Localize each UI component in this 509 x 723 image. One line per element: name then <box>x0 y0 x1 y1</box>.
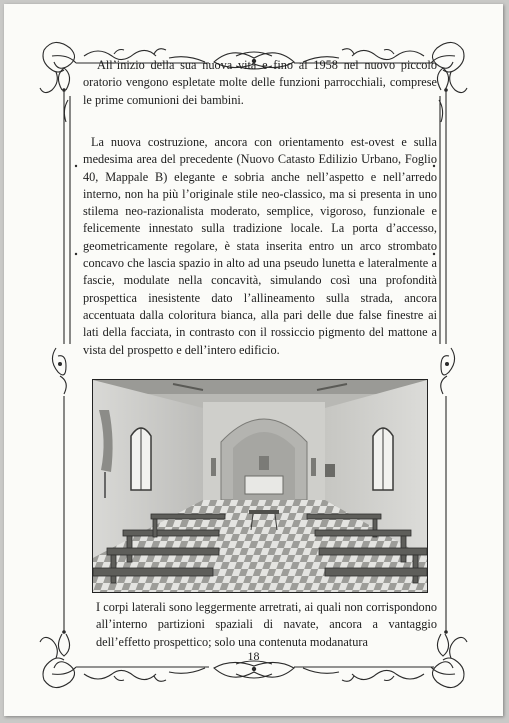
book-page <box>4 4 503 716</box>
paragraph-3: I corpi laterali sono leggermente arretrati, ai quali non corrispondono all’interno partizioni spaziali di navate, ancora a vantaggio dell’effetto prospettico; solo una contenuta modanatura <box>96 600 437 649</box>
chapel-interior-photo <box>92 379 428 593</box>
page-number: 18 <box>247 649 260 663</box>
paragraph-2: La nuova costruzione, ancora con orientamento est-ovest e sulla medesima area del precedente (Nuovo Catasto Edilizio Urbano, Foglio 40, Mappale B) elegante e sobria anche nell’aspetto e nell’arredo interno, non ha più l’originale stile neo-classico, ma si presenta in uno stilema neo-razionalista moderato, semplice, vigoroso, funzionale e felicemente innestato sulla tradizione locale. La porta d’accesso, geometricamente regolare, è stata inserita entro un arco strombato concavo che lascia spazio in alto ad una pseudo lunetta e lateralmente a fascie, modulate nella concavità, simulando così una profondità prospettica inesistente dato l’allineamento sulla strada, ancora accentuata dalla coloritura bianca, alla pari delle due false finestre ai lati della facciata, in contrasto con il rossiccio pigmento del mattone a vista del prospetto e dell’intero edificio. <box>83 135 437 357</box>
paragraph-1: All’inizio della sua nuova vita e fino al 1958 nel nuovo piccolo oratorio vengono espletate molte delle funzioni parrocchiali, comprese le prime comunioni dei bambini. <box>83 58 437 107</box>
